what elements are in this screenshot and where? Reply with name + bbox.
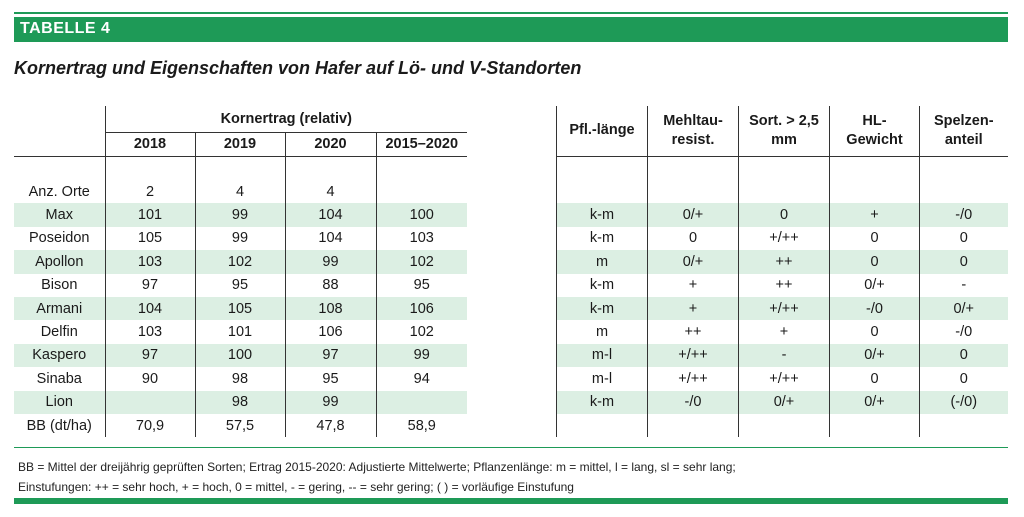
table-cell: m-l bbox=[557, 344, 648, 367]
table-row bbox=[14, 250, 467, 273]
table-cell: 0 bbox=[920, 227, 1008, 250]
table-row bbox=[557, 344, 1008, 367]
corner-cell bbox=[14, 132, 105, 156]
column-header: Mehltau- resist. bbox=[648, 106, 739, 156]
table-row bbox=[14, 203, 467, 226]
table-cell: 105 bbox=[105, 227, 195, 250]
table-cell: 0/+ bbox=[830, 344, 920, 367]
table-cell: 106 bbox=[376, 297, 467, 320]
table-cell: 2 bbox=[105, 180, 195, 203]
table-cell: +/++ bbox=[648, 344, 739, 367]
table-cell: 0/+ bbox=[920, 297, 1008, 320]
table-cell bbox=[920, 414, 1008, 437]
table-cell: k-m bbox=[557, 227, 648, 250]
table-cell: 101 bbox=[195, 320, 285, 343]
table-cell: 102 bbox=[195, 250, 285, 273]
table-cell: +/++ bbox=[739, 227, 830, 250]
table-cell: 95 bbox=[285, 367, 376, 390]
corner-cell bbox=[14, 106, 105, 132]
table-cell: 99 bbox=[195, 203, 285, 226]
table-row bbox=[557, 320, 1008, 343]
table-cell: 58,9 bbox=[376, 414, 467, 437]
table-cell: 0 bbox=[830, 250, 920, 273]
table-row bbox=[557, 297, 1008, 320]
table-cell: 0/+ bbox=[648, 250, 739, 273]
table-cell: 99 bbox=[195, 227, 285, 250]
footnote: Einstufungen: ++ = sehr hoch, + = hoch, 0 = mittel, - = gering, -- = sehr gering; ( ) = vorläufige Einstufung bbox=[18, 480, 574, 494]
table-cell: 97 bbox=[105, 274, 195, 297]
table-cell bbox=[830, 414, 920, 437]
spacer-row bbox=[557, 156, 1008, 180]
table-cell: -/0 bbox=[920, 203, 1008, 226]
table-cell bbox=[557, 180, 648, 203]
row-label: Poseidon bbox=[14, 227, 105, 250]
table-cell: 0/+ bbox=[739, 391, 830, 414]
table-row bbox=[14, 274, 467, 297]
table-cell: 99 bbox=[285, 391, 376, 414]
table-cell: 90 bbox=[105, 367, 195, 390]
table-cell: ++ bbox=[648, 320, 739, 343]
table-row bbox=[557, 414, 1008, 437]
table-cell: 94 bbox=[376, 367, 467, 390]
table-cell: ++ bbox=[739, 274, 830, 297]
table-cell: + bbox=[648, 274, 739, 297]
table-cell bbox=[648, 180, 739, 203]
table-cell: 0 bbox=[739, 203, 830, 226]
table-cell: 99 bbox=[285, 250, 376, 273]
table-cell: 4 bbox=[285, 180, 376, 203]
properties-table bbox=[556, 106, 1008, 437]
table-cell: + bbox=[830, 203, 920, 226]
table-cell: 0/+ bbox=[648, 203, 739, 226]
table-cell: 70,9 bbox=[105, 414, 195, 437]
table-row bbox=[557, 203, 1008, 226]
table-cell: 4 bbox=[195, 180, 285, 203]
row-label: Anz. Orte bbox=[14, 180, 105, 203]
table-row bbox=[14, 391, 467, 414]
table-cell bbox=[739, 414, 830, 437]
table-cell bbox=[105, 391, 195, 414]
table-cell bbox=[557, 414, 648, 437]
table-row bbox=[557, 227, 1008, 250]
row-label: Kaspero bbox=[14, 344, 105, 367]
spacer-row bbox=[14, 156, 467, 180]
table-cell: 0/+ bbox=[830, 274, 920, 297]
table-cell: 104 bbox=[285, 203, 376, 226]
table-cell: 105 bbox=[195, 297, 285, 320]
table-cell: 0 bbox=[830, 367, 920, 390]
table-cell: 0 bbox=[920, 250, 1008, 273]
table-row bbox=[14, 367, 467, 390]
table-cell: 99 bbox=[376, 344, 467, 367]
table-row bbox=[557, 274, 1008, 297]
table-cell: k-m bbox=[557, 391, 648, 414]
table-cell: 103 bbox=[105, 250, 195, 273]
table-row bbox=[557, 367, 1008, 390]
table-cell: 101 bbox=[105, 203, 195, 226]
table-cell: +/++ bbox=[739, 367, 830, 390]
table-row bbox=[14, 320, 467, 343]
table-cell: + bbox=[648, 297, 739, 320]
table-cell: 57,5 bbox=[195, 414, 285, 437]
table-row bbox=[557, 250, 1008, 273]
table-cell: - bbox=[920, 274, 1008, 297]
table-cell: -/0 bbox=[648, 391, 739, 414]
table-cell: k-m bbox=[557, 203, 648, 226]
table-row bbox=[557, 180, 1008, 203]
table-cell: 104 bbox=[105, 297, 195, 320]
row-label: Armani bbox=[14, 297, 105, 320]
table-cell: 88 bbox=[285, 274, 376, 297]
column-header: Pfl.-länge bbox=[557, 106, 648, 156]
table-cell: 104 bbox=[285, 227, 376, 250]
column-header: 2018 bbox=[105, 132, 195, 156]
top-rule bbox=[14, 12, 1008, 14]
table-cell: 95 bbox=[376, 274, 467, 297]
table-cell: 0 bbox=[920, 367, 1008, 390]
bottom-rule bbox=[14, 498, 1008, 504]
table-cell bbox=[376, 180, 467, 203]
table-cell bbox=[920, 180, 1008, 203]
column-header: Spelzen- anteil bbox=[920, 106, 1008, 156]
table-cell: 95 bbox=[195, 274, 285, 297]
table-cell: 97 bbox=[105, 344, 195, 367]
row-label: Apollon bbox=[14, 250, 105, 273]
table-cell: k-m bbox=[557, 274, 648, 297]
table-cell: 103 bbox=[376, 227, 467, 250]
table-cell: -/0 bbox=[830, 297, 920, 320]
column-header: HL- Gewicht bbox=[830, 106, 920, 156]
row-label: BB (dt/ha) bbox=[14, 414, 105, 437]
table-cell: 0/+ bbox=[830, 391, 920, 414]
table-cell bbox=[648, 414, 739, 437]
properties-header-row bbox=[557, 106, 1008, 156]
table-cell: 0 bbox=[830, 320, 920, 343]
table-cell: 102 bbox=[376, 250, 467, 273]
table-label: TABELLE 4 bbox=[20, 20, 111, 37]
table-row bbox=[14, 227, 467, 250]
table-cell: +/++ bbox=[739, 297, 830, 320]
table-cell: 47,8 bbox=[285, 414, 376, 437]
table-row bbox=[557, 391, 1008, 414]
table-cell: 100 bbox=[195, 344, 285, 367]
table-cell bbox=[830, 180, 920, 203]
table-cell: m bbox=[557, 320, 648, 343]
table-cell bbox=[376, 391, 467, 414]
table-cell: 103 bbox=[105, 320, 195, 343]
table-cell: -/0 bbox=[920, 320, 1008, 343]
table-cell: 0 bbox=[920, 344, 1008, 367]
table-cell: m-l bbox=[557, 367, 648, 390]
row-label: Sinaba bbox=[14, 367, 105, 390]
row-label: Bison bbox=[14, 274, 105, 297]
row-label: Max bbox=[14, 203, 105, 226]
row-label: Delfin bbox=[14, 320, 105, 343]
table-row bbox=[14, 180, 467, 203]
table-row bbox=[14, 297, 467, 320]
table-cell: + bbox=[739, 320, 830, 343]
table-row bbox=[14, 344, 467, 367]
table-cell: k-m bbox=[557, 297, 648, 320]
yield-table bbox=[14, 106, 467, 437]
table-cell: m bbox=[557, 250, 648, 273]
column-header: 2019 bbox=[195, 132, 285, 156]
column-header: 2015–2020 bbox=[376, 132, 467, 156]
column-header: Sort. > 2,5 mm bbox=[739, 106, 830, 156]
table-cell: 97 bbox=[285, 344, 376, 367]
table-cell: 108 bbox=[285, 297, 376, 320]
table-cell: 0 bbox=[830, 227, 920, 250]
table-cell: 98 bbox=[195, 367, 285, 390]
table-cell: (-/0) bbox=[920, 391, 1008, 414]
table-cell: - bbox=[739, 344, 830, 367]
footnote: BB = Mittel der dreijährig geprüften Sorten; Ertrag 2015-2020: Adjustierte Mittelwerte; Pflanzenlänge: m = mittel, l = lang, sl = sehr lang; bbox=[18, 460, 736, 474]
table-cell: ++ bbox=[739, 250, 830, 273]
footer-rule bbox=[14, 447, 1008, 448]
group-header: Kornertrag (relativ) bbox=[105, 106, 467, 132]
table-cell: 0 bbox=[648, 227, 739, 250]
table-cell: 106 bbox=[285, 320, 376, 343]
table-row bbox=[14, 414, 467, 437]
table-cell: +/++ bbox=[648, 367, 739, 390]
column-header: 2020 bbox=[285, 132, 376, 156]
group-header-row bbox=[14, 106, 467, 132]
year-header-row bbox=[14, 132, 467, 156]
table-cell: 98 bbox=[195, 391, 285, 414]
table-title: Kornertrag und Eigenschaften von Hafer auf Lö- und V-Standorten bbox=[14, 58, 582, 78]
table-label-bar bbox=[14, 17, 1008, 42]
table-cell: 100 bbox=[376, 203, 467, 226]
table-cell bbox=[739, 180, 830, 203]
table-cell: 102 bbox=[376, 320, 467, 343]
row-label: Lion bbox=[14, 391, 105, 414]
